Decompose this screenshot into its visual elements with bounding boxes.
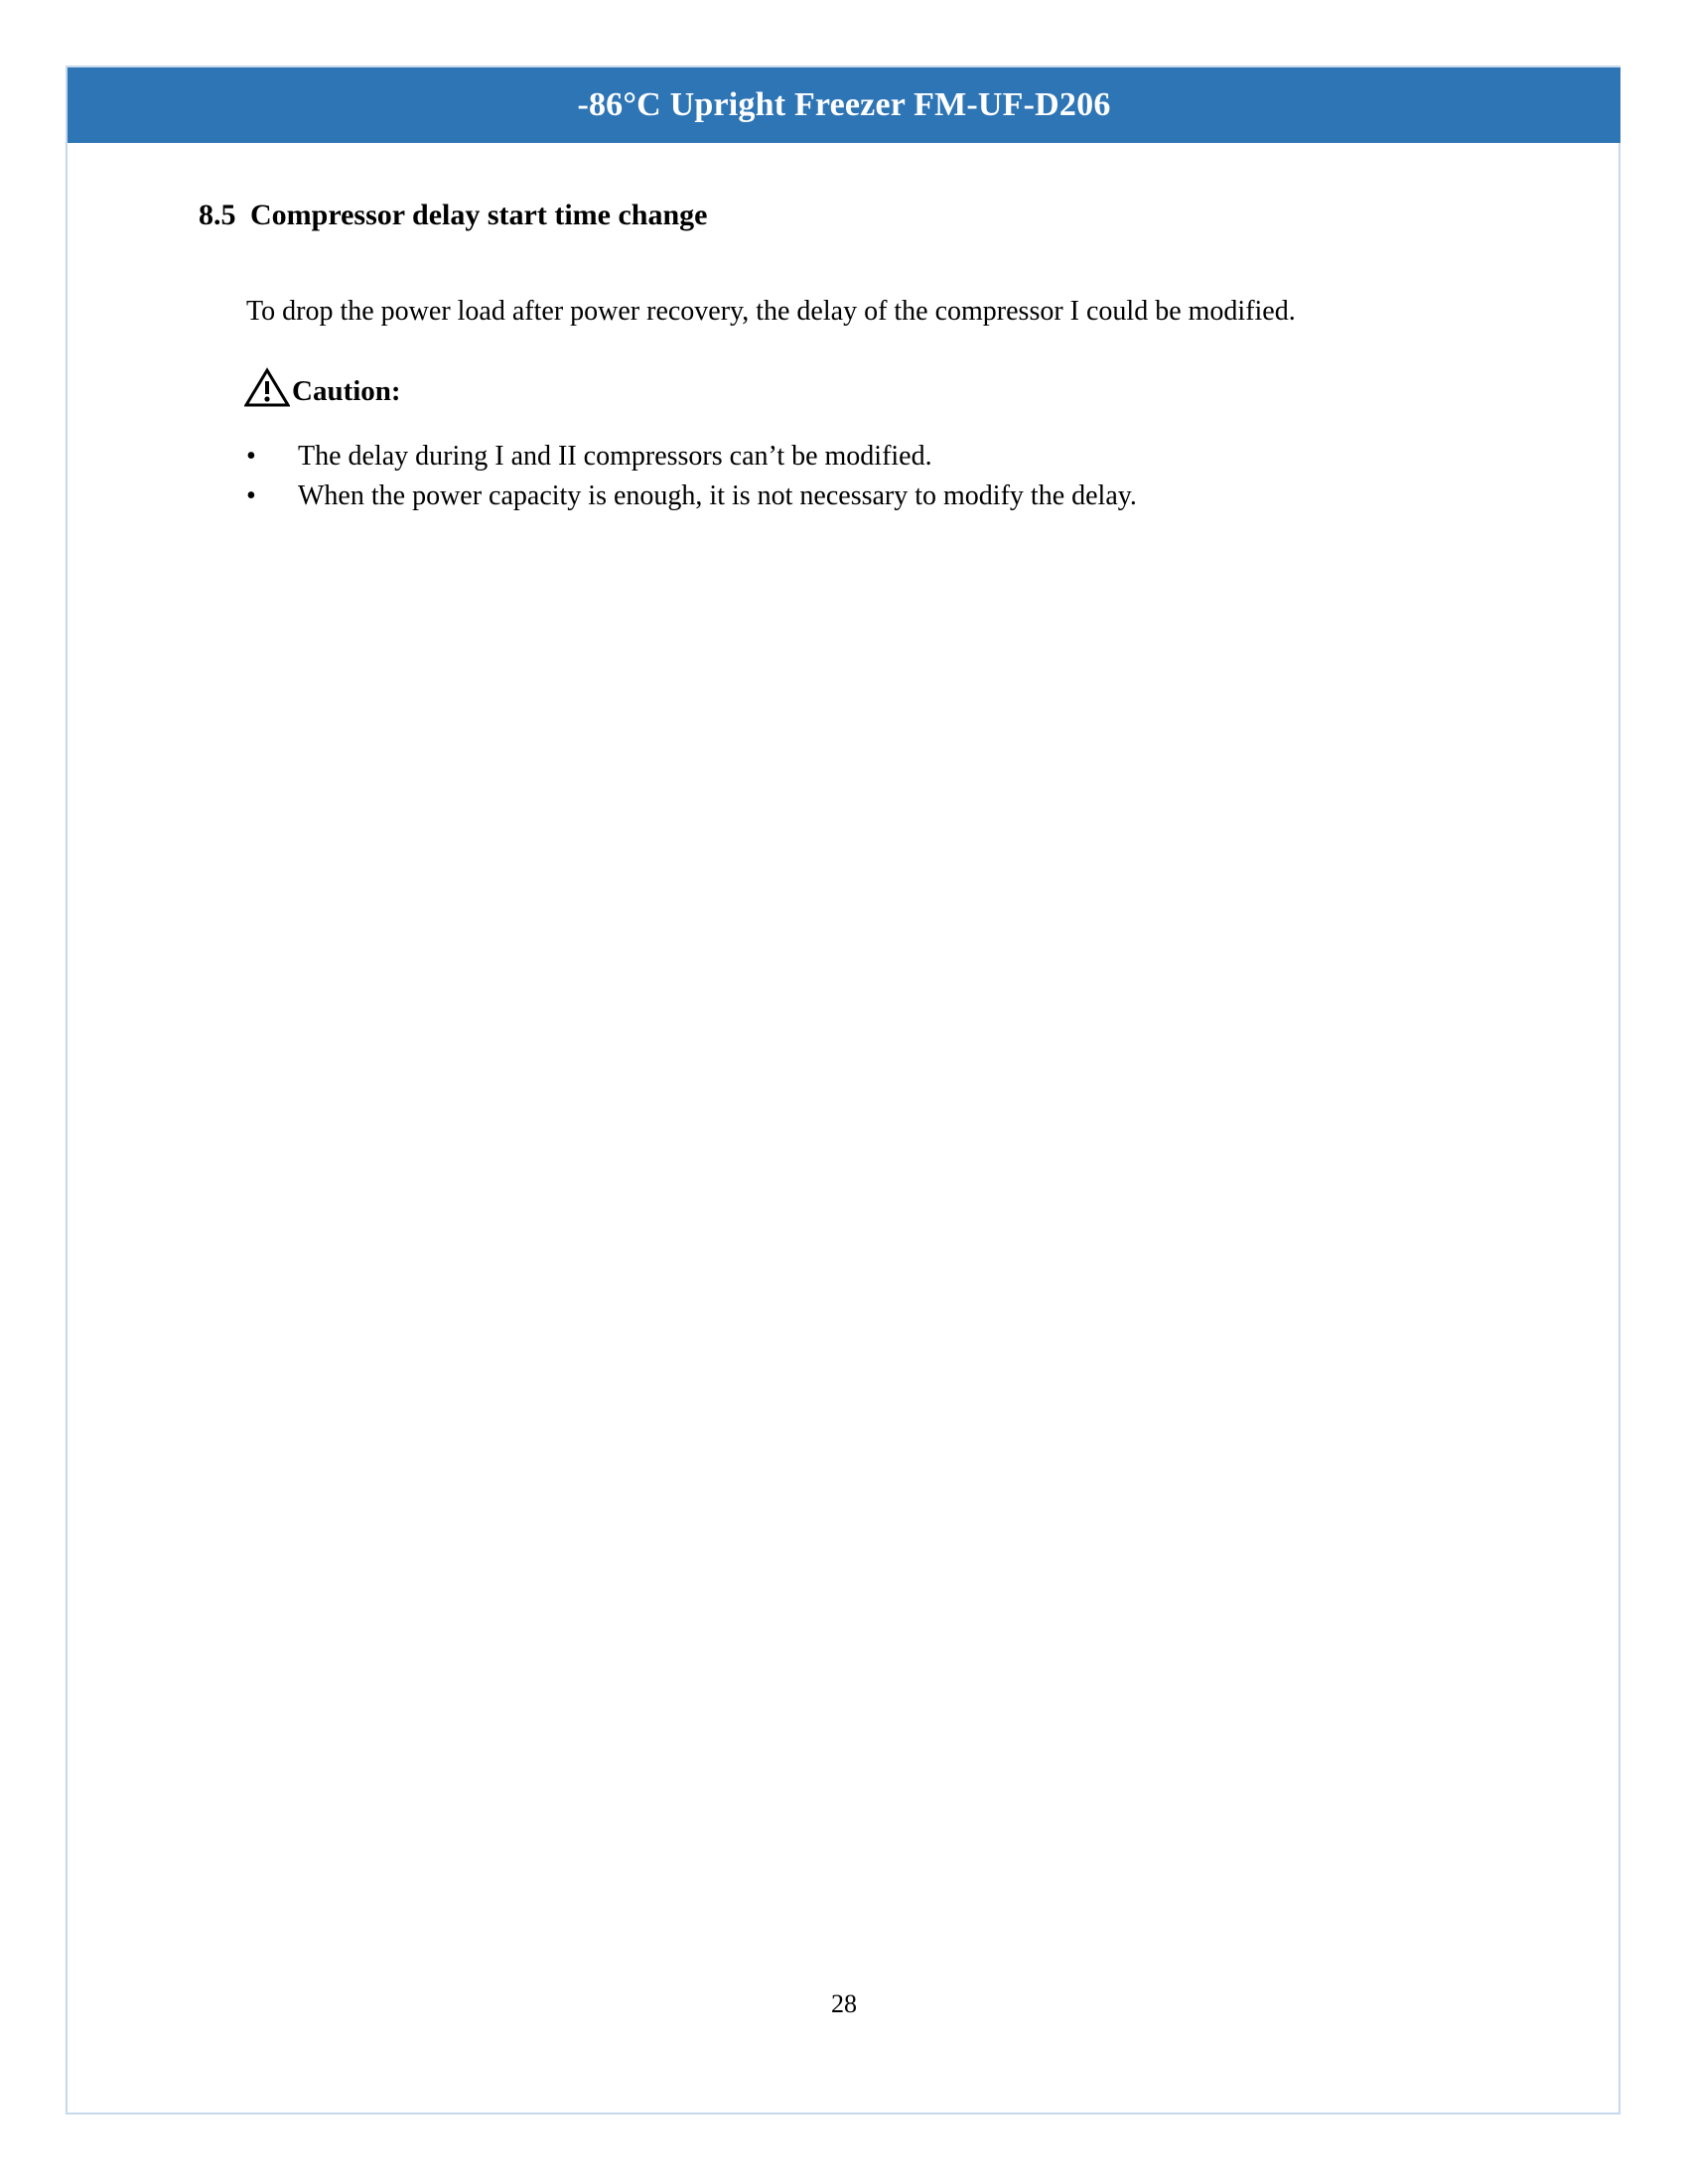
list-item-text: The delay during I and II compressors can’t be modified. — [298, 441, 932, 472]
bullet-marker-icon: • — [246, 479, 256, 511]
page-content — [68, 143, 1620, 2115]
list-item-text: When the power capacity is enough, it is not necessary to modify the delay. — [298, 479, 1137, 511]
bullet-marker-icon: • — [246, 441, 256, 472]
caution-heading — [244, 367, 401, 408]
list-item — [68, 477, 1620, 516]
document-header-bar — [68, 68, 1620, 143]
warning-triangle-icon — [244, 367, 290, 407]
section-number: 8.5 — [199, 199, 236, 231]
caution-bullet-list — [68, 437, 1620, 516]
page-number: 28 — [831, 1989, 857, 2018]
caution-label: Caution: — [292, 375, 401, 407]
section-title: Compressor delay start time change — [250, 199, 708, 231]
list-item — [68, 437, 1620, 477]
document-header-title: -86°C Upright Freezer FM-UF-D206 — [577, 86, 1111, 123]
body-paragraph: To drop the power load after power recovery, the delay of the compressor I could be modified. — [246, 296, 1296, 327]
section-heading — [199, 198, 708, 233]
